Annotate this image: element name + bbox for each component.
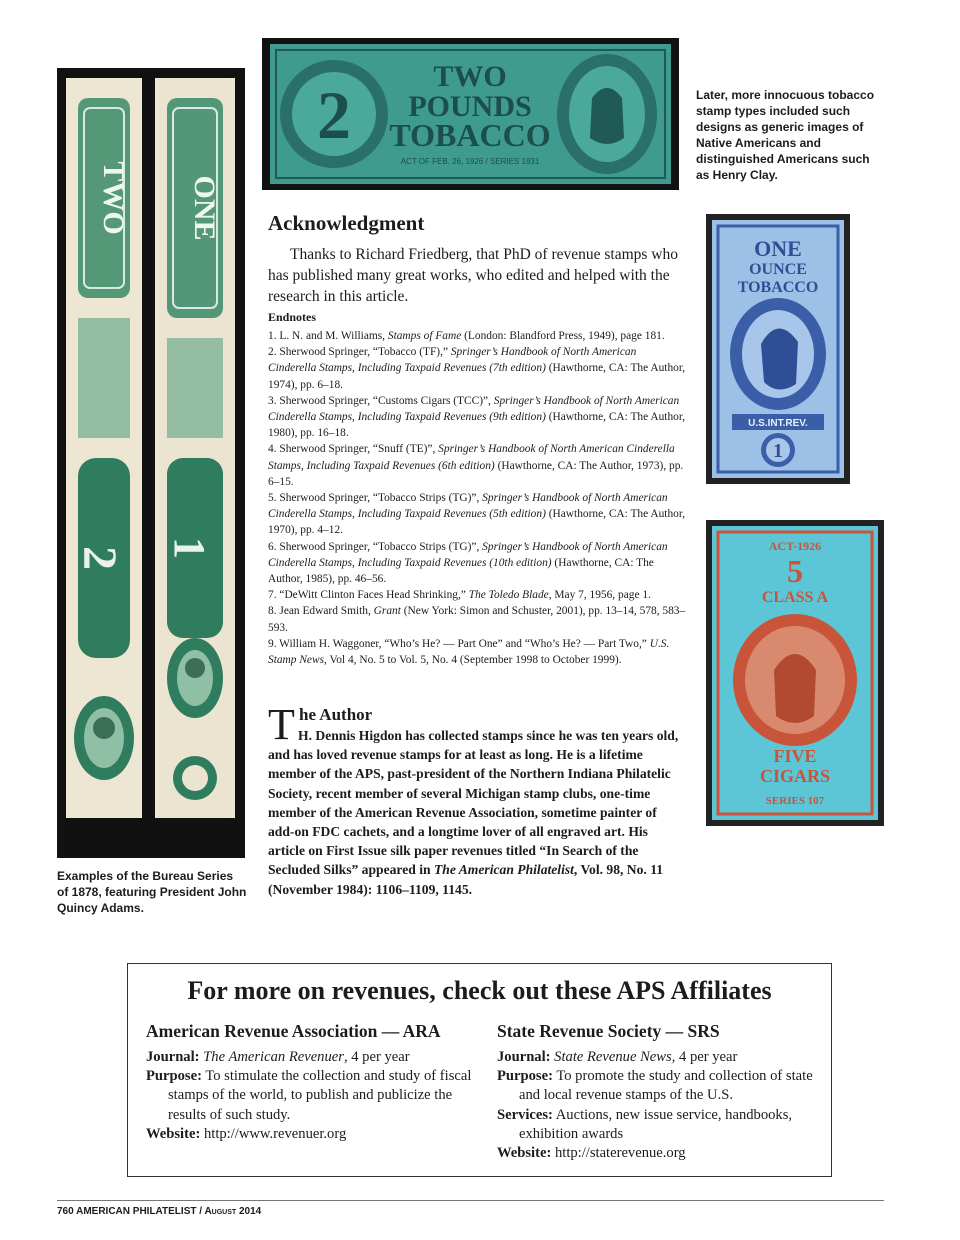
strip-one-numeral: 1 xyxy=(165,537,214,559)
stamp-one-ounce-art xyxy=(706,214,850,484)
endnotes-list xyxy=(268,328,686,668)
ara-website-link[interactable]: http://www.revenuer.org xyxy=(200,1125,347,1142)
stamp-two-numeral: 2 xyxy=(317,77,351,153)
srs-heading: State Revenue Society — SRS xyxy=(497,1021,720,1041)
stamp-series-line: ACT OF FEB. 26, 1926 / SERIES 1931 xyxy=(400,157,540,166)
page-footer xyxy=(57,1206,261,1217)
srs-services: Services: Auctions, new issue service, handbooks, exhibition awards xyxy=(497,1106,793,1142)
ara-column xyxy=(146,1021,476,1144)
red-stamp-numeral: 5 xyxy=(787,553,803,589)
ara-journal: Journal: The American Revenuer, 4 per year xyxy=(146,1049,410,1065)
red-stamp-top: ACT-1926 xyxy=(768,539,822,553)
affiliates-title: For more on revenues, check out these APS Affiliates xyxy=(187,976,772,1005)
blue-stamp-ounce: OUNCE xyxy=(749,261,807,278)
endnote-item: 2. Sherwood Springer, “Tobacco (TF),” Springer’s Handbook of North American Cinderella Stamps, Including Taxpaid Revenues (7th edition) (Hawthorne, CA: The Author, 1974), pp. 6–18. xyxy=(268,346,686,391)
stamp-tobacco-word: TOBACCO xyxy=(389,117,551,153)
endnote-item: 7. “DeWitt Clinton Faces Head Shrinking,” The Toledo Blade, May 7, 1956, page 1. xyxy=(268,589,651,602)
endnotes-heading: Endnotes xyxy=(268,310,317,324)
red-stamp-class: CLASS A xyxy=(761,589,829,606)
author-dropcap: T xyxy=(268,700,295,749)
strip-stamp-two-art xyxy=(66,78,142,818)
page-number: 760 xyxy=(57,1206,74,1217)
acknowledgment-body: Thanks to Richard Friedberg, that PhD of revenue stamps who has published many great works, who edited and helped with the research in this article. xyxy=(268,246,678,305)
top-stamp-caption: Later, more innocuous tobacco stamp types included such designs as generic images of Native Americans and distinguished Americans such as Henry Clay. xyxy=(696,88,875,182)
endnote-item: 1. L. N. and M. Williams, Stamps of Fame (London: Blandford Press, 1949), page 181. xyxy=(268,330,665,342)
red-stamp-five: FIVE xyxy=(773,746,817,766)
srs-journal: Journal: State Revenue News, 4 per year xyxy=(497,1049,738,1065)
stamp-five-cigars xyxy=(706,520,884,826)
blue-stamp-numeral: 1 xyxy=(773,440,783,462)
stamp-two-pounds-tobacco xyxy=(262,38,679,190)
stamp-five-cigars-art xyxy=(706,520,884,826)
stamp-two-word: TWO xyxy=(433,60,507,93)
endnote-item: 9. William H. Waggoner, “Who’s He? — Part One” and “Who’s He? — Part Two,” U.S. Stamp News, Vol 4, No. 5 to Vol. 5, No. 4 (September 1998 to October 1999). xyxy=(268,637,670,667)
stamp-pounds-word: POUNDS xyxy=(408,90,532,123)
strip-one-word: ONE xyxy=(188,175,221,241)
publication-name: AMERICAN PHILATELIST xyxy=(76,1206,197,1217)
srs-purpose: Purpose: To promote the study and collection of state and local revenue stamps of the U.S. xyxy=(497,1068,813,1104)
blue-stamp-one: ONE xyxy=(754,236,802,261)
strip-caption: Examples of the Bureau Series of 1878, featuring President John Quincy Adams. xyxy=(57,869,247,915)
srs-column xyxy=(497,1021,823,1163)
endnote-item: 4. Sherwood Springer, “Snuff (TE)”, Springer’s Handbook of North American Cinderella Stamps, Including Taxpaid Revenues (6th edition) (Hawthorne, CA: The Author, 1973), pp. 6–15. xyxy=(268,443,684,488)
author-heading: he Author xyxy=(299,705,373,724)
srs-website-link[interactable]: http://staterevenue.org xyxy=(551,1145,686,1162)
endnote-item: 3. Sherwood Springer, “Customs Cigars (TCC)”, Springer’s Handbook of North American Cinderella Stamps, Including Taxpaid Revenues (9th edition) (Hawthorne, CA: The Author, 1980), pp. 16–18. xyxy=(268,394,686,440)
endnote-item: 5. Sherwood Springer, “Tobacco Strips (TG)”, Springer’s Handbook of North American Cinderella Stamps, Including Taxpaid Revenues (5th edition) (Hawthorne, CA: The Author, 1970), pp. 4–12. xyxy=(268,492,686,537)
red-stamp-cigars: CIGARS xyxy=(759,766,831,786)
ara-purpose: Purpose: To stimulate the collection and study of fiscal stamps of the world, to publish and publicize the results of such study. xyxy=(146,1068,472,1123)
strip-stamp-two xyxy=(66,78,142,818)
strip-two-numeral: 2 xyxy=(73,546,126,570)
footer-rule xyxy=(57,1200,884,1201)
endnote-item: 8. Jean Edward Smith, Grant (New York: Simon and Schuster, 2001), pp. 13–14, 578, 583–593. xyxy=(268,605,686,634)
endnote-item: 6. Sherwood Springer, “Tobacco Strips (TG)”, Springer’s Handbook of North American Cinderella Stamps, Including Taxpaid Revenues (10th edition) (Hawthorne, CA: The Author, 1985), pp. 46–56. xyxy=(268,540,668,586)
acknowledgment-heading: Acknowledgment xyxy=(268,211,425,235)
stamp-two-pounds-art xyxy=(262,38,679,190)
stamp-one-ounce-tobacco xyxy=(706,214,850,484)
blue-stamp-tobacco: TOBACCO xyxy=(737,279,819,296)
author-bio: H. Dennis Higdon has collected stamps since he was ten years old, and has loved revenue stamps for at least as long. He is a lifetime member of the APS, past-president of the Northern Indiana Philatelic Society, recent member of several Michigan stamp clubs, one-time member of the American Revenue Association, sometime painter of add-on FDC cachets, and a longtime lover of all engraved art. His article on First Issue silk paper revenues titled “In Search of the Secluded Silks” appeared in The American Philatelist, Vol. 98, No. 11 (November 1984): 1106–1109, 1145. xyxy=(268,728,679,897)
ara-website: Website: http://www.revenuer.org xyxy=(146,1125,347,1142)
red-stamp-series: SERIES 107 xyxy=(765,795,825,807)
issue-date: / August 2014 xyxy=(199,1206,262,1217)
blue-stamp-band: U.S.INT.REV. xyxy=(748,418,808,429)
strip-stamp-one-art xyxy=(155,78,235,818)
ara-heading: American Revenue Association — ARA xyxy=(146,1021,441,1041)
strip-stamp-one xyxy=(155,78,235,818)
strip-two-word: TWO xyxy=(97,161,130,235)
srs-website: Website: http://staterevenue.org xyxy=(497,1145,686,1162)
